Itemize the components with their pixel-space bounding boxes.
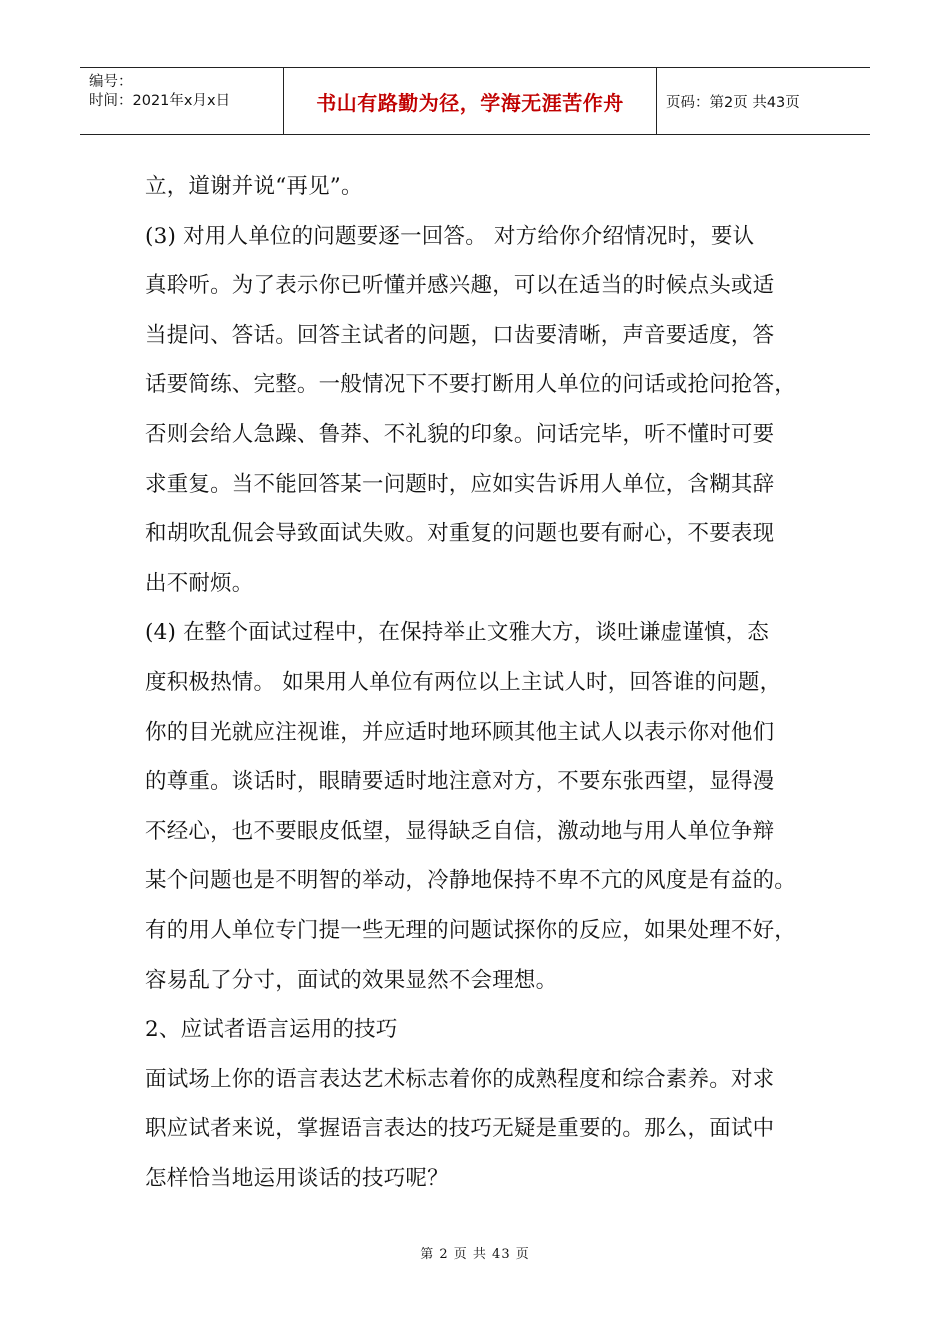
header-motto-cell — [283, 68, 657, 134]
body-line: 的尊重。谈话时，眼睛要适时地注意对方，不要东张西望，显得漫 — [145, 769, 775, 795]
body-line: 怎样恰当地运用谈话的技巧呢？ — [145, 1165, 449, 1191]
body-line: 度积极热情。 如果用人单位有两位以上主试人时，回答谁的问题， — [145, 669, 782, 695]
body-line: 当提问、答话。回答主试者的问题，口齿要清晰，声音要适度，答 — [145, 322, 775, 348]
body-line: 出不耐烦。 — [145, 570, 254, 596]
body-line: 某个问题也是不明智的举动，冷静地保持不卑不亢的风度是有益的。 — [145, 868, 797, 894]
body-line: 容易乱了分寸，面试的效果显然不会理想。 — [145, 967, 558, 993]
body-line: 话要简练、完整。一般情况下不要打断用人单位的问话或抢问抢答， — [145, 372, 797, 398]
body-line: 求重复。当不能回答某一问题时，应如实告诉用人单位，含糊其辞 — [145, 471, 775, 497]
document-body — [145, 162, 825, 1203]
header-page-cell — [657, 68, 870, 134]
body-line: 不经心，也不要眼皮低望，显得缺乏自信，激动地与用人单位争辩 — [145, 818, 775, 844]
body-line: 你的目光就应注视谁，并应适时地环顾其他主试人以表示你对他们 — [145, 719, 775, 745]
header-meta-cell — [80, 68, 283, 134]
body-line: 和胡吹乱侃会导致面试失败。对重复的问题也要有耐心，不要表现 — [145, 521, 775, 547]
body-line: (4) 在整个面试过程中，在保持举止文雅大方，谈吐谦虚谨慎，态 — [145, 620, 769, 646]
section-heading: 2、应试者语言运用的技巧 — [145, 1017, 398, 1043]
body-line: 有的用人单位专门提一些无理的问题试探你的反应，如果处理不好， — [145, 917, 797, 943]
document-header — [80, 67, 870, 135]
header-motto: 书山有路勤为径，学海无涯苦作舟 — [316, 91, 624, 115]
body-line: 否则会给人急躁、鲁莽、不礼貌的印象。问话完毕，听不懂时可要 — [145, 421, 775, 447]
page-footer: 第 2 页 共 43 页 — [420, 1247, 530, 1262]
body-line: 立，道谢并说“再见”。 — [145, 174, 363, 199]
body-line: 面试场上你的语言表达艺术标志着你的成熟程度和综合素养。对求 — [145, 1066, 775, 1092]
document-date-label: 时间：2021年x月x日 — [89, 93, 231, 109]
body-line: 职应试者来说，掌握语言表达的技巧无疑是重要的。那么，面试中 — [145, 1116, 775, 1142]
body-line: 真聆听。为了表示你已听懂并感兴趣，可以在适当的时候点头或适 — [145, 273, 775, 299]
body-line: (3) 对用人单位的问题要逐一回答。 对方给你介绍情况时，要认 — [145, 223, 755, 249]
header-page-info: 页码：第2页 共43页 — [666, 95, 800, 111]
document-number-label: 编号： — [89, 74, 133, 90]
